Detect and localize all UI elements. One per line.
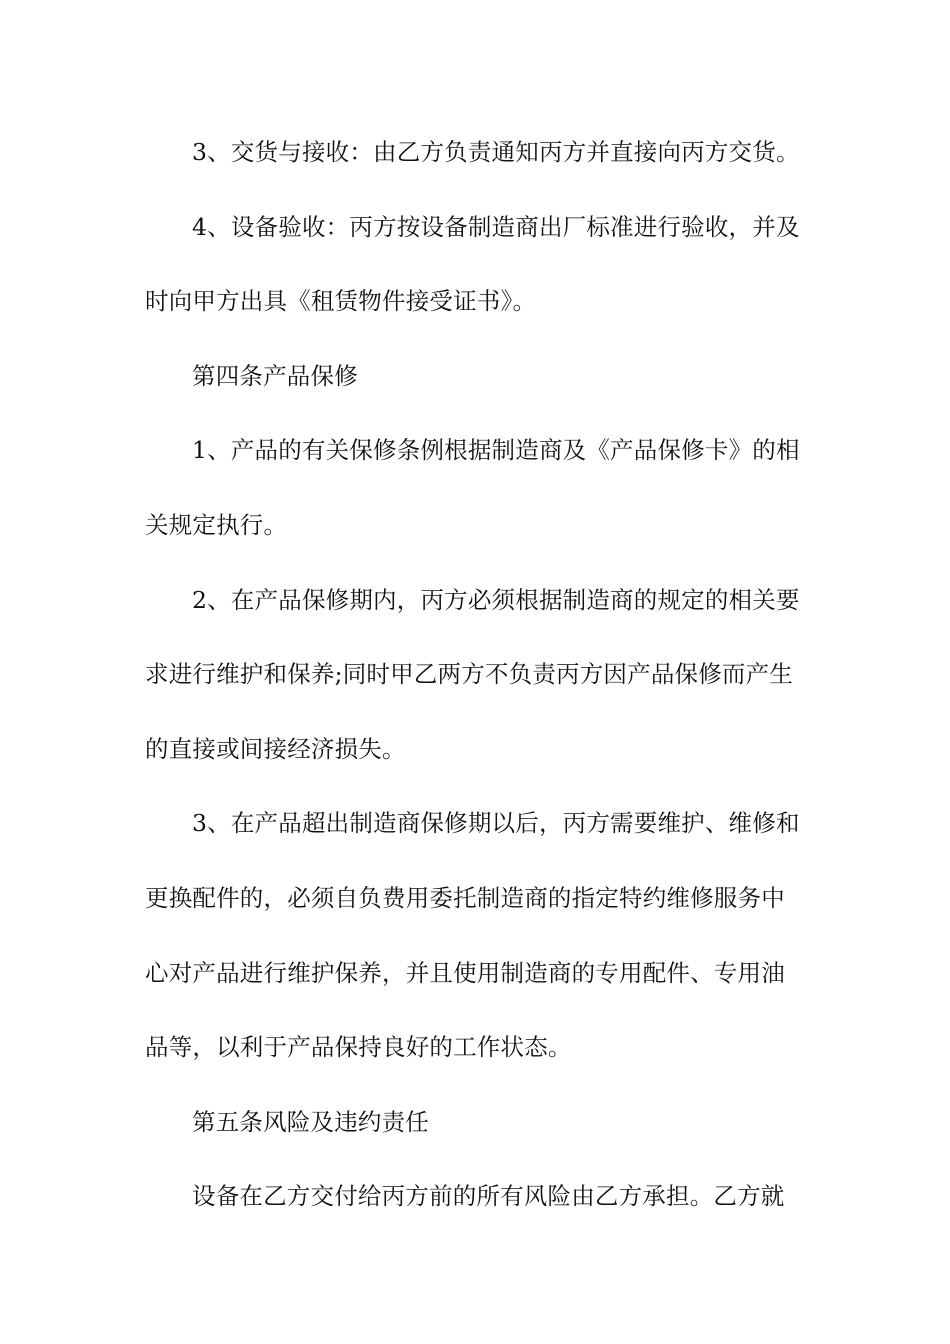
paragraph-warranty-3-cont-3: 品等，以利于产品保持良好的工作状态。	[145, 1033, 572, 1062]
document-body	[145, 126, 809, 1245]
paragraph-equipment-inspection-cont: 时向甲方出具《租赁物件接受证书》。	[145, 287, 537, 316]
paragraph-warranty-2: 2、在产品保修期内，丙方必须根据制造商的规定的相关要	[192, 585, 800, 614]
paragraph-warranty-3: 3、在产品超出制造商保修期以后，丙方需要维护、维修和	[192, 809, 800, 838]
paragraph-delivery-acceptance: 3、交货与接收：由乙方负责通知丙方并直接向丙方交货。	[192, 138, 800, 166]
paragraph-warranty-1-cont: 关规定执行。	[145, 510, 288, 539]
paragraph-risk: 设备在乙方交付给丙方前的所有风险由乙方承担。乙方就	[192, 1182, 785, 1211]
section-heading-article-4: 第四条产品保修	[192, 361, 358, 390]
paragraph-warranty-3-cont: 更换配件的，必须自负费用委托制造商的指定特约维修服务中	[145, 883, 785, 912]
paragraph-equipment-inspection: 4、设备验收：丙方按设备制造商出厂标准进行验收，并及	[192, 212, 800, 241]
paragraph-warranty-3-cont-2: 心对产品进行维护保养，并且使用制造商的专用配件、专用油	[145, 958, 785, 987]
paragraph-warranty-1: 1、产品的有关保修条例根据制造商及《产品保修卡》的相	[192, 436, 800, 465]
section-heading-article-5: 第五条风险及违约责任	[192, 1107, 429, 1136]
paragraph-warranty-2-cont-2: 的直接或间接经济损失。	[145, 734, 406, 763]
paragraph-warranty-2-cont: 求进行维护和保养;同时甲乙两方不负责丙方因产品保修而产生	[145, 660, 794, 689]
